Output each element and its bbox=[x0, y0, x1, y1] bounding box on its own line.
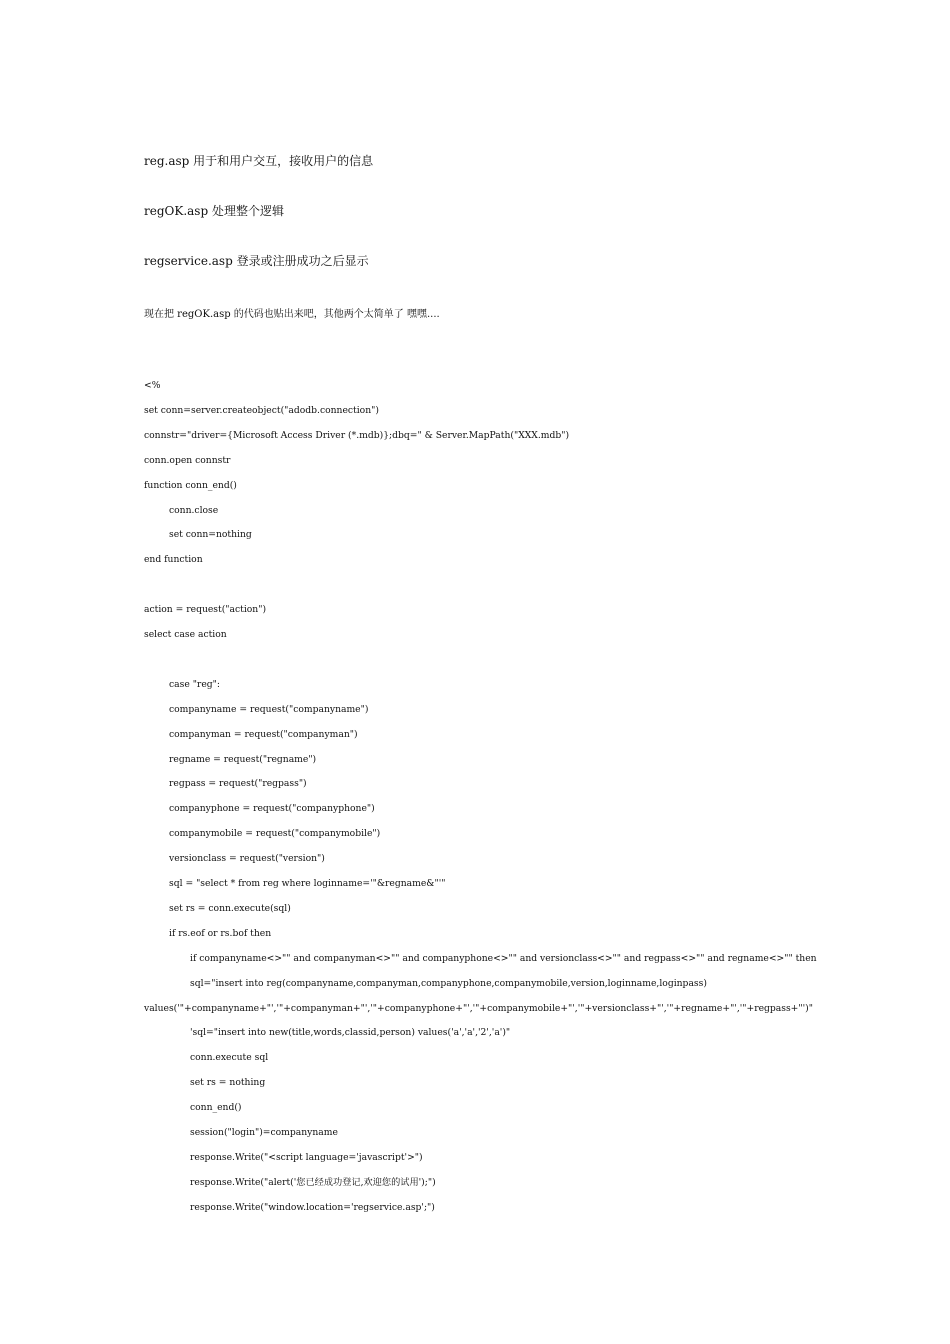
code-line: <% bbox=[144, 380, 161, 391]
code-line: if rs.eof or rs.bof then bbox=[169, 927, 272, 939]
code-line: regname = request("regname") bbox=[169, 753, 317, 765]
code-line: sql = "select * from reg where loginname='"&regname&"'" bbox=[169, 878, 446, 889]
code-line: regpass = request("regpass") bbox=[169, 778, 307, 790]
code-line: set conn=server.createobject("adodb.connection") bbox=[144, 404, 379, 416]
code-line: conn_end() bbox=[190, 1102, 242, 1114]
code-line: response.Write("<script language='javascript'>") bbox=[190, 1151, 423, 1163]
code-line: end function bbox=[144, 554, 203, 566]
code-line: response.Write("window.location='regservice.asp';") bbox=[190, 1201, 435, 1213]
code-line: values('"+companyname+"','"+companyman+"','"+companyphone+"','"+companymobile+"','"+versionclass+"','"+regname+"','"+regpass+"')" bbox=[144, 1002, 813, 1014]
code-line: set rs = nothing bbox=[190, 1077, 266, 1089]
code-line: action = request("action") bbox=[144, 604, 267, 616]
code-line: session("login")=companyname bbox=[190, 1127, 338, 1138]
code-line: if companyname<>"" and companyman<>"" and companyphone<>"" and versionclass<>"" and regpass<>"" and regname<>"" then bbox=[190, 952, 817, 964]
code-line: conn.close bbox=[169, 504, 219, 516]
intro-line-regok-asp: regOK.asp 处理整个逻辑 bbox=[144, 204, 284, 218]
code-line: companyman = request("companyman") bbox=[169, 728, 358, 740]
code-line: case "reg": bbox=[169, 678, 220, 690]
code-intro-note: 现在把 regOK.asp 的代码也贴出来吧，其他两个太简单了 嘿嘿.... bbox=[144, 309, 440, 320]
code-line: sql="insert into reg(companyname,companyman,companyphone,companymobile,version,loginname,loginpass) bbox=[190, 977, 707, 989]
code-line: conn.open connstr bbox=[144, 454, 231, 466]
code-line: companyname = request("companyname") bbox=[169, 703, 369, 715]
code-line: conn.execute sql bbox=[190, 1052, 269, 1064]
code-line: set conn=nothing bbox=[169, 529, 252, 541]
code-line: versionclass = request("version") bbox=[169, 853, 325, 865]
code-line: companymobile = request("companymobile") bbox=[169, 828, 381, 840]
code-line: companyphone = request("companyphone") bbox=[169, 803, 375, 815]
code-line: function conn_end() bbox=[144, 479, 237, 491]
intro-line-regservice-asp: regservice.asp 登录或注册成功之后显示 bbox=[144, 254, 369, 268]
code-line: set rs = conn.execute(sql) bbox=[169, 902, 291, 914]
code-line: response.Write("alert('您已经成功登记,欢迎您的试用');") bbox=[190, 1176, 436, 1188]
intro-line-reg-asp: reg.asp 用于和用户交互，接收用户的信息 bbox=[144, 154, 374, 168]
code-line: select case action bbox=[144, 629, 227, 640]
code-line: 'sql="insert into new(title,words,classid,person) values('a','a','2','a')" bbox=[190, 1027, 511, 1039]
code-line: connstr="driver={Microsoft Access Driver (*.mdb)};dbq=" & Server.MapPath("XXX.mdb") bbox=[144, 429, 570, 441]
